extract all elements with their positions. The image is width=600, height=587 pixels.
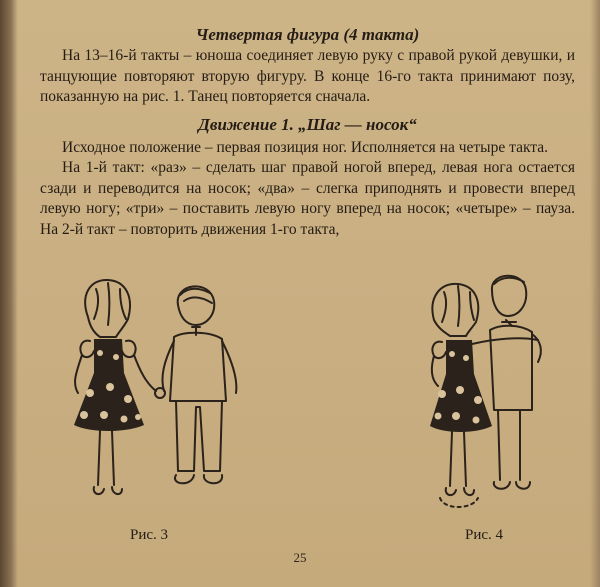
boy-figure xyxy=(162,286,236,483)
page-number: 25 xyxy=(293,550,307,565)
girl-figure xyxy=(430,284,538,507)
section-heading-figure-4: Четвертая фигура (4 такта) xyxy=(195,25,420,44)
section-heading-movement-1: Движение 1. „Шаг — носок“ xyxy=(198,114,417,134)
figure-3-illustration xyxy=(60,275,270,510)
paragraph-starting-position: Исходное положение – первая позиция ног. Исполняется на четыре такта. xyxy=(62,138,548,156)
figure-4-caption: Рис. 4 xyxy=(465,527,504,543)
paragraph-first-beat: На 1-й такт: «раз» – сделать шаг правой ногой вперед, левая нога остается сзади и переводится на носок; «два» – слегка приподнять и провести вперед левую ногу; «три» – поставить левую ногу вперед на носок; «четыре» – пауза. На 2-й такт – повторить движения 1-го такта, xyxy=(40,159,575,238)
figure-4-illustration xyxy=(420,270,570,515)
boy-figure xyxy=(490,276,541,489)
paragraph-figure-4: На 13–16-й такты – юноша соединяет левую руку с правой рукой девушки, и танцующие повторяют вторую фигуру. В конце 16-го такта принимают позу, показанную на рис. 1. Танец повторяется сначала. xyxy=(40,47,575,105)
page-edge xyxy=(590,0,600,587)
girl-figure xyxy=(74,280,156,494)
binding-shadow xyxy=(0,0,18,587)
text-block xyxy=(40,24,575,240)
figure-3-caption: Рис. 3 xyxy=(130,527,169,543)
